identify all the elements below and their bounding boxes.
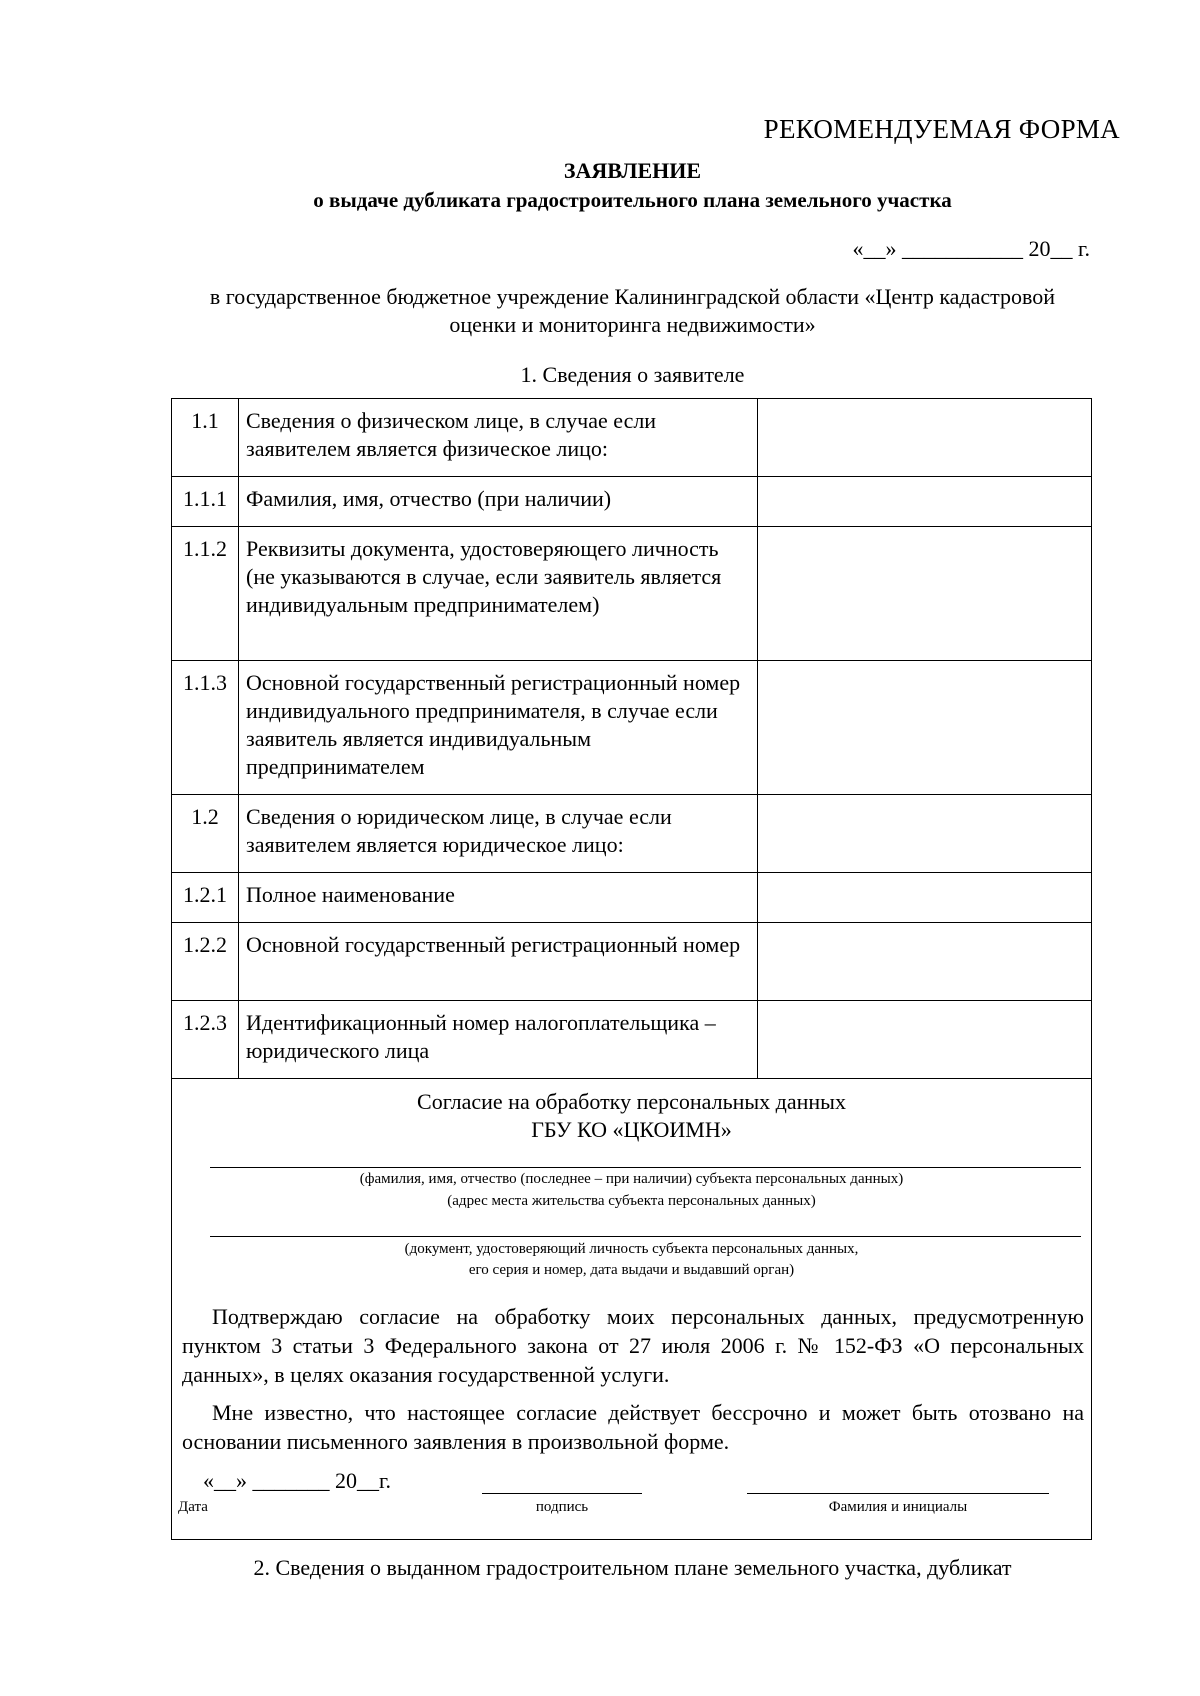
table-row [172, 923, 1092, 1001]
table-row [172, 399, 1092, 477]
row-number: 1.1 [172, 399, 239, 477]
date-label: Дата [178, 1499, 208, 1515]
subject-name-input-line[interactable] [210, 1167, 1081, 1168]
row-description: Реквизиты документа, удостоверяющего личность (не указываются в случае, если заявитель является индивидуальным предпринимателем) [239, 527, 758, 661]
row-number: 1.1.1 [172, 477, 239, 527]
consent-title [172, 1088, 1091, 1144]
row-number: 1.2.1 [172, 873, 239, 923]
row-number: 1.1.3 [172, 661, 239, 795]
row-number: 1.1.2 [172, 527, 239, 661]
full-name-label: Фамилия и инициалы [828, 1499, 968, 1515]
row-value-field[interactable] [758, 527, 1092, 661]
recipient-organization: в государственное бюджетное учреждение Калининградской области «Центр кадастровой оценки и мониторинга недвижимости» [209, 284, 1056, 337]
row-description: Сведения о юридическом лице, в случае если заявителем является юридическое лицо: [239, 795, 758, 873]
application-date-field[interactable]: «__» ___________ 20__ г. [852, 236, 1090, 261]
signature-label: подпись [535, 1499, 589, 1515]
subject-name-hint: (фамилия, имя, отчество (последнее – при наличии) субъекта персональных данных) [359, 1171, 904, 1187]
row-number: 1.2.3 [172, 1001, 239, 1079]
subject-address-hint: (адрес места жительства субъекта персональных данных) [447, 1193, 816, 1209]
row-description: Основной государственный регистрационный номер индивидуального предпринимателя, в случае если заявитель является индивидуальным предпринимателем [239, 661, 758, 795]
signature-input-line[interactable] [482, 1493, 642, 1494]
form-type-label: РЕКОМЕНДУЕМАЯ ФОРМА [763, 114, 1120, 144]
row-number: 1.2 [172, 795, 239, 873]
table-row [172, 527, 1092, 661]
row-value-field[interactable] [758, 399, 1092, 477]
row-value-field[interactable] [758, 661, 1092, 795]
consent-title-line-1: Согласие на обработку персональных данных [417, 1089, 846, 1114]
full-name-input-line[interactable] [747, 1493, 1049, 1494]
row-value-field[interactable] [758, 923, 1092, 1001]
row-value-field[interactable] [758, 1001, 1092, 1079]
row-value-field[interactable] [758, 795, 1092, 873]
identity-document-input-line[interactable] [210, 1236, 1081, 1237]
row-number: 1.2.2 [172, 923, 239, 1001]
table-row [172, 1001, 1092, 1079]
section-1-heading: 1. Сведения о заявителе [520, 362, 745, 387]
row-description: Основной государственный регистрационный номер [239, 923, 758, 1001]
row-description: Идентификационный номер налогоплательщика – юридического лица [239, 1001, 758, 1079]
consent-paragraph-1: Подтверждаю согласие на обработку моих персональных данных, предусмотренную пунктом 3 статьи 3 Федерального закона от 27 июля 2006 г. № 152-ФЗ «О персональных данных», в целях оказания государственной услуги. [182, 1304, 1084, 1387]
row-value-field[interactable] [758, 477, 1092, 527]
row-value-field[interactable] [758, 873, 1092, 923]
consent-paragraph-2: Мне известно, что настоящее согласие действует бессрочно и может быть отозвано на основании письменного заявления в произвольной форме. [182, 1400, 1084, 1454]
section-2-heading: 2. Сведения о выданном градостроительном плане земельного участка, дубликат [253, 1555, 1012, 1580]
personal-data-consent-block [171, 1076, 1092, 1540]
identity-document-hint-line-2: его серия и номер, дата выдачи и выдавший орган) [468, 1262, 795, 1278]
applicant-info-table [171, 398, 1092, 1079]
identity-document-hint-line-1: (документ, удостоверяющий личность субъекта персональных данных, [404, 1241, 859, 1257]
table-row [172, 873, 1092, 923]
document-title: ЗАЯВЛЕНИЕ [563, 158, 702, 183]
consent-title-line-2: ГБУ КО «ЦКОИМН» [531, 1117, 732, 1142]
row-description: Сведения о физическом лице, в случае если заявителем является физическое лицо: [239, 399, 758, 477]
table-row [172, 477, 1092, 527]
table-row [172, 661, 1092, 795]
table-row [172, 795, 1092, 873]
row-description: Фамилия, имя, отчество (при наличии) [239, 477, 758, 527]
document-subtitle: о выдаче дубликата градостроительного плана земельного участка [313, 188, 952, 212]
row-description: Полное наименование [239, 873, 758, 923]
consent-date-field[interactable]: «__» _______ 20__г. [203, 1468, 392, 1493]
